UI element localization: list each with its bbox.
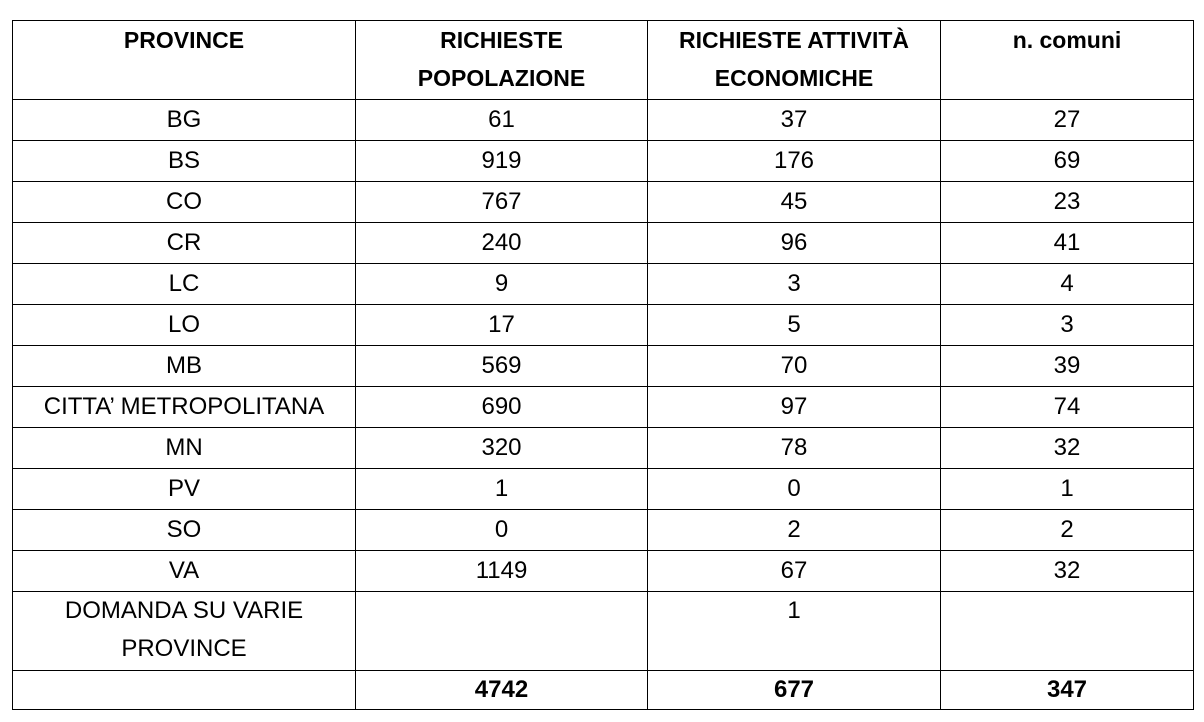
- multi-province-label-line2: PROVINCE: [121, 635, 247, 662]
- attivita-cell: 3: [648, 264, 941, 305]
- comuni-cell: 74: [941, 387, 1194, 428]
- popolazione-cell: 690: [356, 387, 648, 428]
- province-cell: VA: [13, 551, 356, 592]
- comuni-cell: 32: [941, 428, 1194, 469]
- comuni-cell: 39: [941, 346, 1194, 387]
- province-cell: MN: [13, 428, 356, 469]
- totals-row: [13, 671, 1194, 710]
- header-richieste-attivita-label: RICHIESTE ATTIVITÀ ECONOMICHE: [679, 27, 909, 91]
- table-row: [13, 387, 1194, 428]
- popolazione-cell: 1149: [356, 551, 648, 592]
- comuni-cell: 41: [941, 223, 1194, 264]
- table-row: [13, 264, 1194, 305]
- table-row: [13, 469, 1194, 510]
- attivita-cell: 67: [648, 551, 941, 592]
- totals-label-cell: [13, 671, 356, 710]
- attivita-cell: 0: [648, 469, 941, 510]
- province-cell: CR: [13, 223, 356, 264]
- comuni-cell: 69: [941, 141, 1194, 182]
- attivita-cell: 37: [648, 100, 941, 141]
- multi-province-label: [13, 592, 356, 671]
- attivita-cell: 176: [648, 141, 941, 182]
- comuni-cell: 32: [941, 551, 1194, 592]
- total-attivita: 677: [648, 671, 941, 710]
- province-cell: BS: [13, 141, 356, 182]
- comuni-cell: 2: [941, 510, 1194, 551]
- province-cell: BG: [13, 100, 356, 141]
- attivita-cell: 97: [648, 387, 941, 428]
- total-comuni: 347: [941, 671, 1194, 710]
- multi-province-label-line1: DOMANDA SU VARIE: [64, 597, 304, 624]
- attivita-cell: 5: [648, 305, 941, 346]
- table-row: [13, 141, 1194, 182]
- table-row: [13, 346, 1194, 387]
- comuni-cell: 3: [941, 305, 1194, 346]
- table-header-row: [13, 21, 1194, 100]
- province-cell: MB: [13, 346, 356, 387]
- popolazione-cell: 320: [356, 428, 648, 469]
- multi-province-row: [13, 592, 1194, 671]
- attivita-cell: 78: [648, 428, 941, 469]
- popolazione-cell: [356, 592, 648, 671]
- total-popolazione: 4742: [356, 671, 648, 710]
- popolazione-cell: 767: [356, 182, 648, 223]
- table-row: [13, 551, 1194, 592]
- province-cell: CITTA’ METROPOLITANA: [13, 387, 356, 428]
- attivita-cell: 1: [648, 592, 941, 671]
- comuni-cell: 1: [941, 469, 1194, 510]
- popolazione-cell: 240: [356, 223, 648, 264]
- attivita-cell: 70: [648, 346, 941, 387]
- province-requests-table: [12, 20, 1194, 710]
- province-cell: LO: [13, 305, 356, 346]
- table-row: [13, 510, 1194, 551]
- table-row: [13, 223, 1194, 264]
- header-richieste-popolazione-label: RICHIESTE POPOLAZIONE: [417, 27, 586, 91]
- table-row: [13, 428, 1194, 469]
- popolazione-cell: 17: [356, 305, 648, 346]
- comuni-cell: [941, 592, 1194, 671]
- table-row: [13, 182, 1194, 223]
- popolazione-cell: 919: [356, 141, 648, 182]
- popolazione-cell: 9: [356, 264, 648, 305]
- province-cell: CO: [13, 182, 356, 223]
- table-row: [13, 305, 1194, 346]
- popolazione-cell: 569: [356, 346, 648, 387]
- header-richieste-popolazione: [356, 21, 648, 100]
- popolazione-cell: 61: [356, 100, 648, 141]
- attivita-cell: 2: [648, 510, 941, 551]
- attivita-cell: 45: [648, 182, 941, 223]
- comuni-cell: 27: [941, 100, 1194, 141]
- header-n-comuni: n. comuni: [941, 21, 1194, 100]
- province-cell: SO: [13, 510, 356, 551]
- header-province: PROVINCE: [13, 21, 356, 100]
- province-cell: LC: [13, 264, 356, 305]
- comuni-cell: 4: [941, 264, 1194, 305]
- popolazione-cell: 0: [356, 510, 648, 551]
- popolazione-cell: 1: [356, 469, 648, 510]
- province-cell: PV: [13, 469, 356, 510]
- header-richieste-attivita: [648, 21, 941, 100]
- table-row: [13, 100, 1194, 141]
- comuni-cell: 23: [941, 182, 1194, 223]
- attivita-cell: 96: [648, 223, 941, 264]
